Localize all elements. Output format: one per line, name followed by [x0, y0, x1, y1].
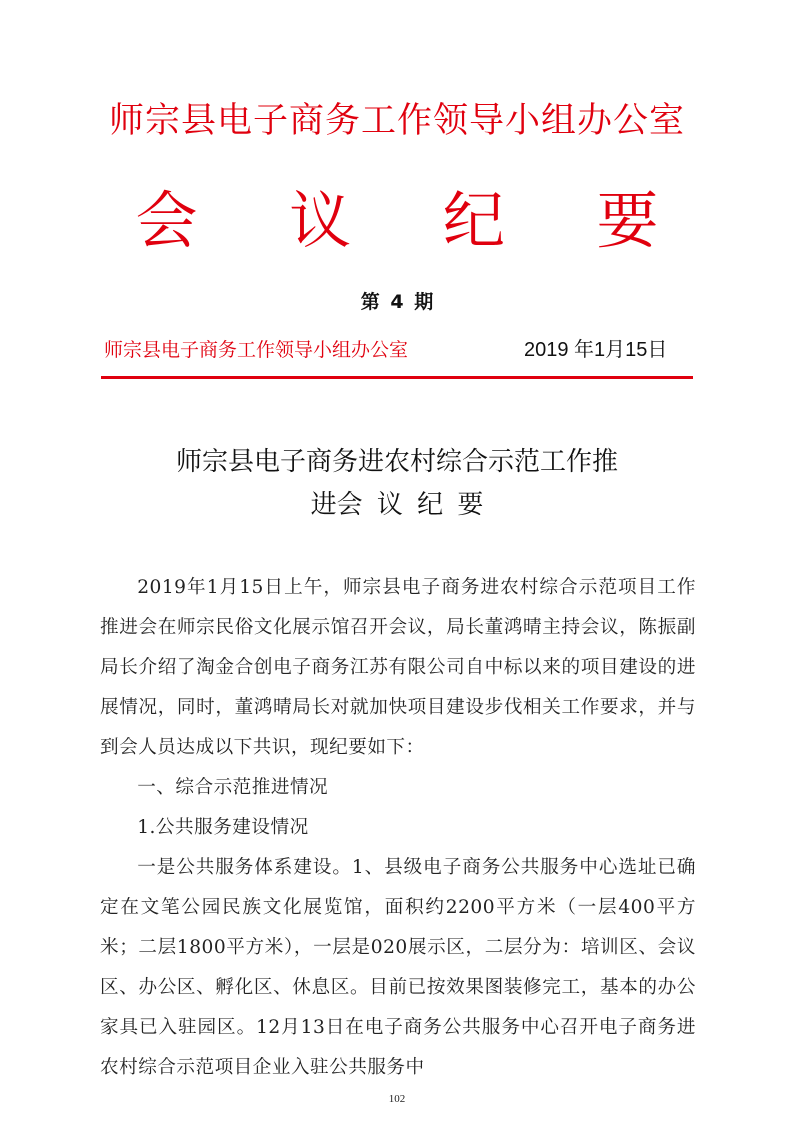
- issue-number: 第 4 期: [360, 291, 434, 313]
- subsection-heading: 1.公共服务建设情况: [137, 817, 309, 838]
- body-paragraph: 一是公共服务体系建设。1、县级电子商务公共服务中心选址已确定在文笔公园民族文化展览馆，面积约2200平方米（一层400平方米；二层1800平方米），一层是020展示区，二层分为：培训区、会议区、办公区、孵化区、休息区。目前已按效果图装修完工，基本的办公家具已入驻园区。12月13日在电子商务公共服务中心召开电子商务进农村综合示范项目企业入驻公共服务中: [100, 857, 696, 1078]
- section-heading: 一、综合示范推进情况: [137, 777, 329, 798]
- organization-header: 师宗县电子商务工作领导小组办公室: [108, 101, 685, 141]
- red-divider-line: [101, 376, 693, 379]
- issuer-name: 师宗县电子商务工作领导小组办公室: [104, 339, 409, 361]
- document-title-line-2: 进会 议 纪 要: [310, 490, 484, 520]
- document-type-heading: 会 议 纪 要: [135, 184, 695, 257]
- document-title-line-1: 师宗县电子商务进农村综合示范工作推: [175, 447, 618, 477]
- intro-paragraph: 2019年1月15日上午，师宗县电子商务进农村综合示范项目工作推进会在师宗民俗文化展示馆召开会议，局长董鸿晴主持会议，陈振副局长介绍了淘金合创电子商务江苏有限公司自中标以来的项目建设的进展情况，同时，董鸿晴局长对就加快项目建设步伐相关工作要求，并与到会人员达成以下共识，现纪要如下：: [100, 577, 696, 758]
- body-text: [100, 568, 696, 1088]
- issue-date: 2019 年1月15日: [524, 339, 668, 361]
- page-number: 102: [388, 1093, 406, 1105]
